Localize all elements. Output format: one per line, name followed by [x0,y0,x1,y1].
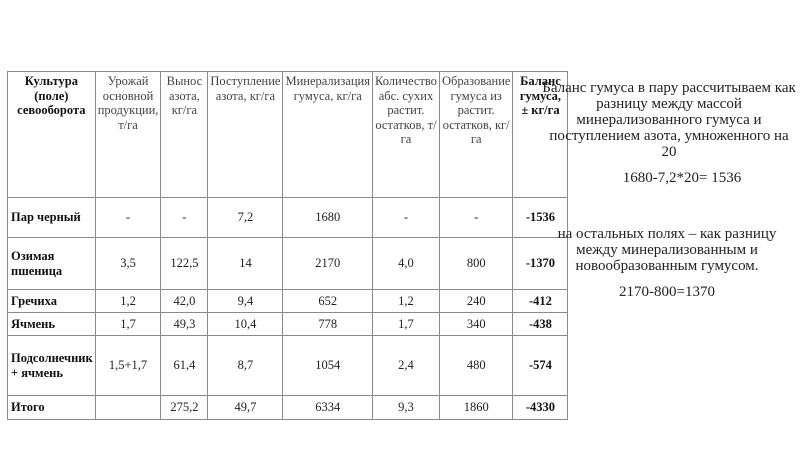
table-cell: 42,0 [161,290,208,313]
table-cell [95,396,161,420]
table-cell: -438 [513,313,568,336]
table-cell: 7,2 [208,198,283,238]
table-row [8,198,568,238]
table-cell: 1860 [439,396,513,420]
column-header: Количество абс. сухих растит. остатков, т/га [372,72,439,198]
table-cell: 10,4 [208,313,283,336]
table-cell: 6334 [283,396,373,420]
table-cell: Гречиха [8,290,96,313]
table-cell: 9,3 [372,396,439,420]
column-header: Вынос азота, кг/га [161,72,208,198]
table-cell: 778 [283,313,373,336]
table-cell: 1,7 [95,313,161,336]
table-cell: 122,5 [161,238,208,290]
table-cell: - [372,198,439,238]
table-cell: 800 [439,238,513,290]
table-cell: 9,4 [208,290,283,313]
table-cell: 49,3 [161,313,208,336]
table-cell: -4330 [513,396,568,420]
table-row [8,336,568,396]
table-cell: - [95,198,161,238]
table-cell: 3,5 [95,238,161,290]
humus-balance-table [7,71,568,420]
table-cell: 1,2 [95,290,161,313]
table-cell: - [161,198,208,238]
formula-winter-wheat: 2170-800=1370 [619,284,715,300]
column-header: Минерализация гумуса, кг/га [283,72,373,198]
column-header: Образование гумуса из растит. остатков, кг/га [439,72,513,198]
formula-fallow: 1680-7,2*20= 1536 [622,170,742,186]
table-cell: 1,5+1,7 [95,336,161,396]
table-cell: Озимая пшеница [8,238,96,290]
table-cell: - [439,198,513,238]
table-cell: 49,7 [208,396,283,420]
table-row [8,290,568,313]
table-cell: 1,7 [372,313,439,336]
column-header: Поступление азота, кг/га [208,72,283,198]
column-header: Культура (поле) севооборота [8,72,96,198]
table-cell: 1680 [283,198,373,238]
table-cell: 275,2 [161,396,208,420]
table-cell: 240 [439,290,513,313]
column-header: Урожай основной продукции, т/га [95,72,161,198]
explanation-text [528,80,796,300]
table-cell: 2,4 [372,336,439,396]
table-cell: 2170 [283,238,373,290]
column-header: Баланс гумуса, ± кг/га [513,72,568,198]
table-row [8,396,568,420]
explanation-paragraph-other-fields: на остальных полях – как разницу между минерализованным и новообразованным гумусом. [557,226,777,274]
table-cell: 14 [208,238,283,290]
table-cell: Пар черный [8,198,96,238]
humus-balance-table-wrapper [7,71,568,420]
table-cell: 1054 [283,336,373,396]
table-header-row [8,72,568,198]
table-cell: 1,2 [372,290,439,313]
table-row [8,238,568,290]
table-cell: Подсолнечник + ячмень [8,336,96,396]
table-cell: 340 [439,313,513,336]
table-cell: -1370 [513,238,568,290]
table-cell: 480 [439,336,513,396]
table-cell: -1536 [513,198,568,238]
table-cell: 652 [283,290,373,313]
table-cell: -412 [513,290,568,313]
table-row [8,313,568,336]
table-cell: Итого [8,396,96,420]
table-cell: -574 [513,336,568,396]
table-cell: 4,0 [372,238,439,290]
table-cell: 61,4 [161,336,208,396]
explanation-paragraph-fallow: Баланс гумуса в пару рассчитываем как разницу между массой минерализованного гумуса и поступлением азота, умноженного на 20 [542,80,796,160]
table-cell: Ячмень [8,313,96,336]
table-cell: 8,7 [208,336,283,396]
